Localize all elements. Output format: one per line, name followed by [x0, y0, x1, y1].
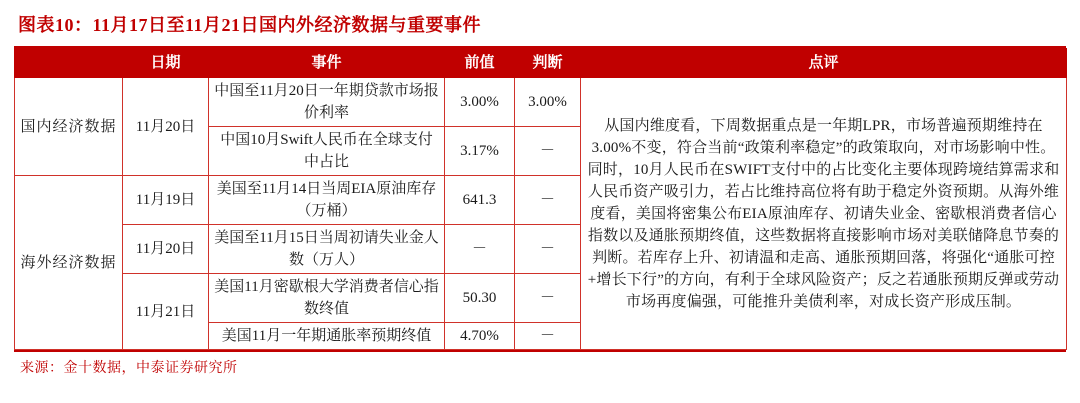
- cell-event: 美国11月一年期通胀率预期终值: [209, 323, 445, 350]
- table-row: [15, 78, 1067, 127]
- cell-judgement: 3.00%: [515, 78, 581, 127]
- header-event: 事件: [209, 49, 445, 78]
- header-previous: 前值: [445, 49, 515, 78]
- cell-comment: 从国内维度看，下周数据重点是一年期LPR，市场普遍预期维持在3.00%不变，符合当前“政策利率稳定”的政策取向，对市场影响中性。同时，10月人民币在SWIFT支付中的占比变化主要体现跨境结算需求和人民币资产吸引力，若占比维持高位将有助于稳定外资预期。从海外维度看，美国将密集公布EIA原油库存、初请失业金、密歇根消费者信心指数以及通胀预期终值，这些数据将直接影响市场对美联储降息节奏的判断。若库存上升、初请温和走高、通胀预期回落，将强化“通胀可控+增长下行”的方向，有利于全球风险资产；反之若通胀预期反弹或劳动市场再度偏强，可能推升美债利率，对成长资产形成压制。: [581, 78, 1067, 350]
- header-judgement: 判断: [515, 49, 581, 78]
- cell-event: 中国10月Swift人民币在全球支付中占比: [209, 127, 445, 176]
- cell-event: 美国至11月14日当周EIA原油库存（万桶）: [209, 176, 445, 225]
- cell-previous: 3.00%: [445, 78, 515, 127]
- cell-judgement: －: [515, 225, 581, 274]
- cell-date: 11月19日: [123, 176, 209, 225]
- header-category: [15, 49, 123, 78]
- cell-previous: 3.17%: [445, 127, 515, 176]
- cell-category-domestic: 国内经济数据: [15, 78, 123, 176]
- cell-date: 11月21日: [123, 274, 209, 350]
- figure-title: 图表10：11月17日至11月21日国内外经济数据与重要事件: [18, 15, 482, 35]
- table-header-row: [15, 49, 1067, 78]
- cell-judgement: －: [515, 127, 581, 176]
- cell-event: 中国至11月20日一年期贷款市场报价利率: [209, 78, 445, 127]
- cell-date: 11月20日: [123, 78, 209, 176]
- header-date: 日期: [123, 49, 209, 78]
- economic-data-table: [14, 48, 1067, 350]
- cell-judgement: －: [515, 323, 581, 350]
- source-note: 来源：金十数据，中泰证券研究所: [20, 361, 238, 376]
- cell-judgement: －: [515, 176, 581, 225]
- cell-previous: 50.30: [445, 274, 515, 323]
- cell-event: 美国至11月15日当周初请失业金人数（万人）: [209, 225, 445, 274]
- cell-event: 美国11月密歇根大学消费者信心指数终值: [209, 274, 445, 323]
- cell-category-overseas: 海外经济数据: [15, 176, 123, 350]
- cell-date: 11月20日: [123, 225, 209, 274]
- header-comment: 点评: [581, 49, 1067, 78]
- cell-previous: 4.70%: [445, 323, 515, 350]
- cell-previous: －: [445, 225, 515, 274]
- cell-previous: 641.3: [445, 176, 515, 225]
- bottom-rule: [14, 350, 1066, 352]
- cell-judgement: －: [515, 274, 581, 323]
